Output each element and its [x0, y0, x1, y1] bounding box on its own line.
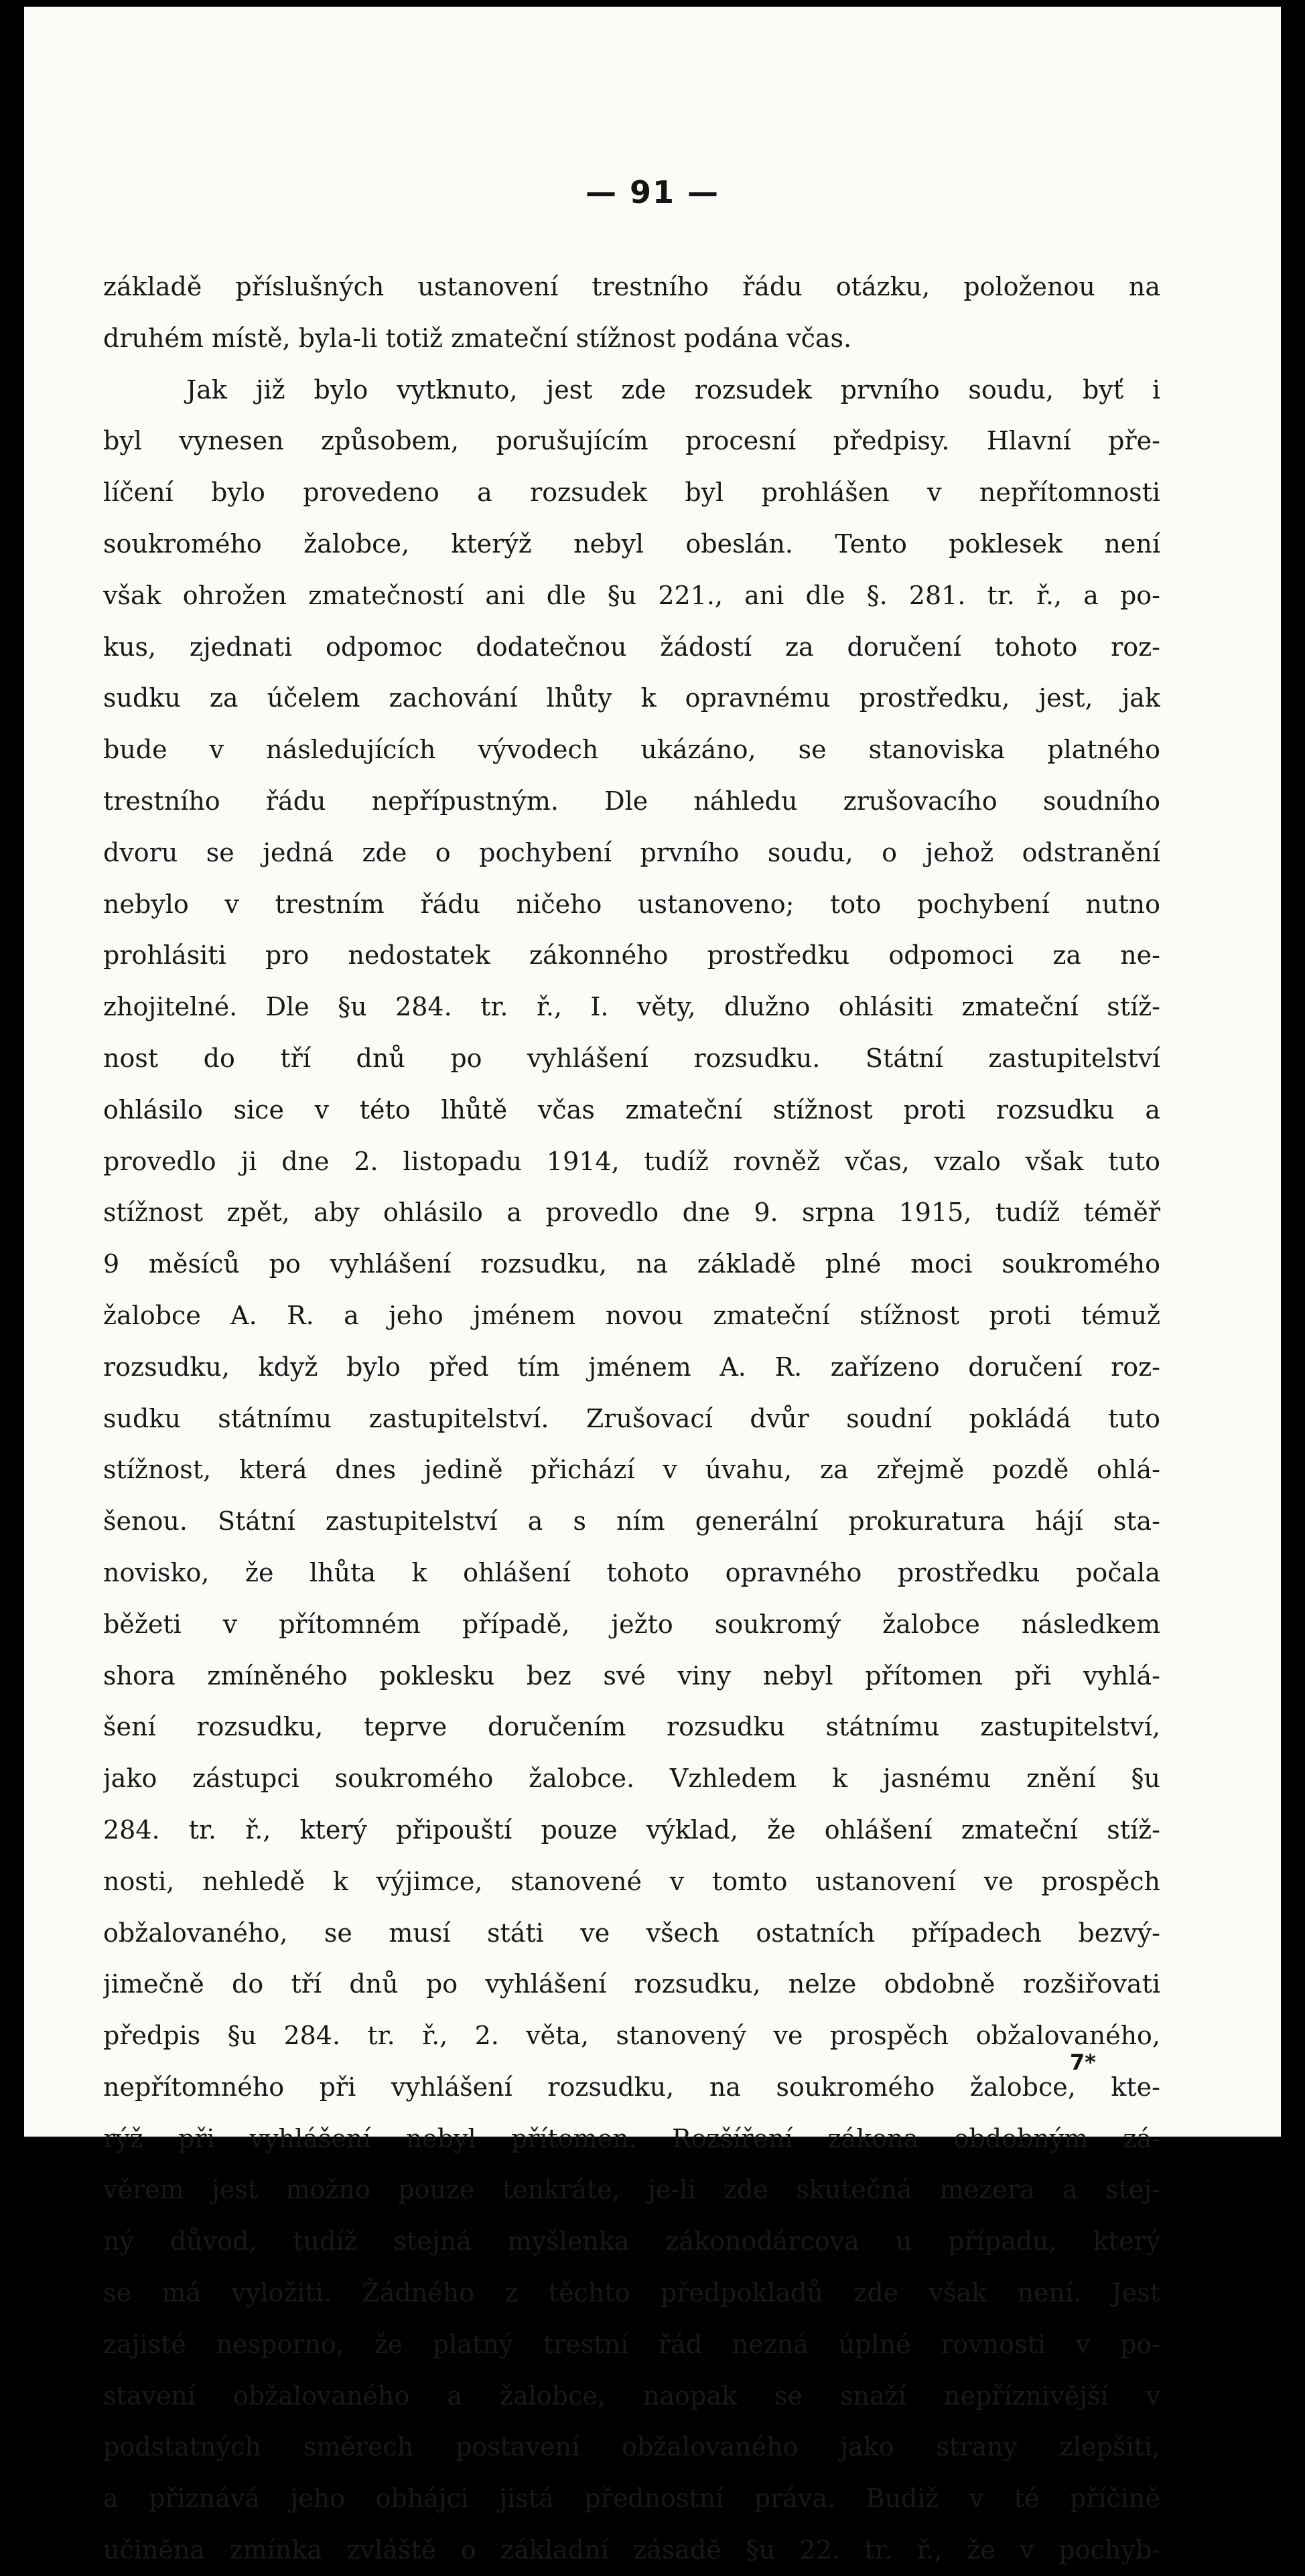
- text-line: jimečně do tří dnů po vyhlášení rozsudku, nelze obdobně rozšiřovati: [103, 1969, 1160, 1999]
- text-line: nebylo v trestním řádu ničeho ustanoveno; toto pochybení nutno: [103, 889, 1160, 919]
- text-line: učiněna zmínka zvláště o základní zásadě §u 22. tr. ř., že v pochyb-: [103, 2535, 1160, 2565]
- text-line: rozsudku, když bylo před tím jménem A. R. zařízeno doručení roz-: [103, 1352, 1160, 1382]
- text-line: Jak již bylo vytknuto, jest zde rozsudek prvního soudu, byť i: [186, 374, 1160, 405]
- text-line: bude v následujících vývodech ukázáno, se stanoviska platného: [103, 735, 1160, 765]
- text-line: běžeti v přítomném případě, ježto soukromý žalobce následkem: [103, 1609, 1160, 1639]
- text-line: sudku státnímu zastupitelství. Zrušovací dvůr soudní pokládá tuto: [103, 1403, 1160, 1433]
- text-line: trestního řádu nepřípustným. Dle náhledu zrušovacího soudního: [103, 786, 1160, 816]
- text-line: sudku za účelem zachování lhůty k opravnému prostředku, jest, jak: [103, 683, 1160, 713]
- text-line: stížnost zpět, aby ohlásilo a provedlo dne 9. srpna 1915, tudíž téměř: [103, 1198, 1160, 1228]
- text-line: prohlásiti pro nedostatek zákonného prostředku odpomoci za ne-: [103, 940, 1160, 971]
- text-line: druhém místě, byla-li totiž zmateční stížnost podána včas.: [103, 323, 852, 353]
- text-line: soukromého žalobce, kterýž nebyl obeslán. Tento poklesek není: [103, 528, 1160, 559]
- text-line: nepřítomného při vyhlášení rozsudku, na soukromého žalobce, kte-: [103, 2072, 1160, 2102]
- body-text: [103, 261, 1160, 2576]
- text-line: rýž při vyhlášení nebyl přítomen. Rozšíření zákona obdobným zá-: [103, 2123, 1160, 2153]
- text-line: nosti, nehledě k výjimce, stanovené v tomto ustanovení ve prospěch: [103, 1866, 1160, 1896]
- signature-mark: 7*: [1070, 2050, 1096, 2075]
- page-number: — 91 —: [585, 174, 720, 210]
- text-line: předpis §u 284. tr. ř., 2. věta, stanovený ve prospěch obžalovaného,: [103, 2021, 1160, 2051]
- text-line: 284. tr. ř., který připouští pouze výklad, že ohlášení zmateční stíž-: [103, 1814, 1160, 1845]
- text-line: líčení bylo provedeno a rozsudek byl prohlášen v nepřítomnosti: [103, 478, 1160, 508]
- text-line: obžalovaného, se musí státi ve všech ostatních případech bezvý-: [103, 1918, 1160, 1948]
- text-line: podstatných směrech postavení obžalovaného jako strany zlepšiti,: [103, 2432, 1160, 2462]
- text-line: ohlásilo sice v této lhůtě včas zmateční stížnost proti rozsudku a: [103, 1094, 1160, 1125]
- text-line: zajisté nesporno, že platný trestní řád nezná úplné rovnosti v po-: [103, 2329, 1160, 2359]
- document-page: [24, 7, 1281, 2565]
- text-line: však ohrožen zmatečností ani dle §u 221., ani dle §. 281. tr. ř., a po-: [103, 580, 1160, 610]
- text-line: základě příslušných ustanovení trestního řádu otázku, položenou na: [103, 272, 1160, 301]
- text-line: novisko, že lhůta k ohlášení tohoto opravného prostředku počala: [103, 1557, 1160, 1587]
- text-line: stížnost, která dnes jedině přichází v úvahu, za zřejmě pozdě ohlá-: [103, 1455, 1160, 1485]
- text-line: ný důvod, tudíž stejná myšlenka zákonodárcova u případu, který: [103, 2226, 1160, 2257]
- text-line: nost do tří dnů po vyhlášení rozsudku. Státní zastupitelství: [103, 1043, 1160, 1073]
- text-line: se má vyložiti. Žádného z těchto předpokladů zde však není. Jest: [103, 2278, 1160, 2308]
- text-line: 9 měsíců po vyhlášení rozsudku, na základě plné moci soukromého: [103, 1249, 1160, 1279]
- text-line: stavení obžalovaného a žalobce, naopak se snaží nepříznivější v: [103, 2380, 1160, 2411]
- text-line: a přiznává jeho obhájci jistá přednostní práva. Budiž v té příčině: [103, 2484, 1160, 2514]
- text-line: žalobce A. R. a jeho jménem novou zmateční stížnost proti témuž: [103, 1300, 1160, 1330]
- text-line: byl vynesen způsobem, porušujícím procesní předpisy. Hlavní pře-: [103, 426, 1160, 456]
- text-line: provedlo ji dne 2. listopadu 1914, tudíž rovněž včas, vzalo však tuto: [103, 1146, 1160, 1176]
- text-line: kus, zjednati odpomoc dodatečnou žádostí za doručení tohoto roz-: [103, 632, 1160, 662]
- text-line: věrem jest možno pouze tenkráte, je-li zde skutečná mezera a stej-: [103, 2175, 1160, 2205]
- text-line: jako zástupci soukromého žalobce. Vzhledem k jasnému znění §u: [103, 1764, 1160, 1794]
- text-line: šení rozsudku, teprve doručením rozsudku státnímu zastupitelství,: [103, 1712, 1160, 1742]
- text-line: šenou. Státní zastupitelství a s ním generální prokuratura hájí sta-: [103, 1506, 1160, 1536]
- text-line: shora zmíněného poklesku bez své viny nebyl přítomen při vyhlá-: [103, 1660, 1160, 1691]
- text-line: zhojitelné. Dle §u 284. tr. ř., I. věty, dlužno ohlásiti zmateční stíž-: [103, 992, 1160, 1022]
- text-line: dvoru se jedná zde o pochybení prvního soudu, o jehož odstranění: [103, 837, 1160, 867]
